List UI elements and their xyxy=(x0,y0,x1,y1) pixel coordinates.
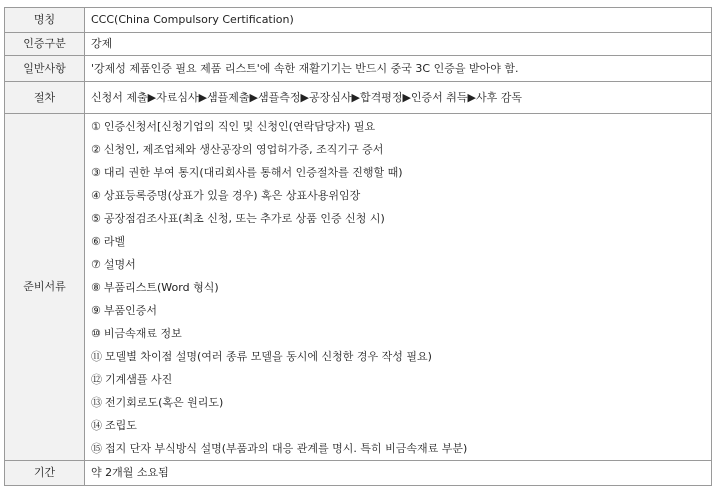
document-item-text: 라벨 xyxy=(103,234,126,248)
document-item-number: ⑪ xyxy=(91,349,102,363)
document-item xyxy=(91,345,707,368)
row-documents xyxy=(5,114,712,461)
document-item-number: ⑥ xyxy=(91,234,101,248)
document-item-number: ④ xyxy=(91,188,101,202)
document-item-number: ⑤ xyxy=(91,211,101,225)
document-item xyxy=(91,437,707,460)
document-item-number: ⑩ xyxy=(91,326,101,340)
document-item xyxy=(91,253,707,276)
document-item-number: ③ xyxy=(91,165,101,179)
document-item-number: ⑭ xyxy=(91,418,102,432)
label-certification-type: 인증구분 xyxy=(5,33,85,56)
value-certification-type: 강제 xyxy=(85,33,712,56)
value-name: CCC(China Compulsory Certification) xyxy=(85,8,712,33)
document-item-number: ② xyxy=(91,142,101,156)
row-name xyxy=(5,8,712,33)
document-item xyxy=(91,276,707,299)
document-item-text: 공장점검조사표(최초 신청, 또는 추가로 상품 인증 신청 시) xyxy=(103,211,385,225)
document-item xyxy=(91,391,707,414)
document-item-text: 부품리스트(Word 형식) xyxy=(103,280,219,294)
document-item-text: 설명서 xyxy=(103,257,136,271)
document-item xyxy=(91,230,707,253)
row-certification-type xyxy=(5,33,712,56)
certification-info-table xyxy=(4,7,712,486)
label-name: 명칭 xyxy=(5,8,85,33)
label-procedure: 절차 xyxy=(5,82,85,114)
value-procedure: 신청서 제출▶자료심사▶샘플제출▶샘플측정▶공장심사▶합격평정▶인증서 취득▶사후 감독 xyxy=(85,82,712,114)
document-item xyxy=(91,138,707,161)
row-period xyxy=(5,461,712,486)
value-documents xyxy=(85,114,712,461)
document-item xyxy=(91,414,707,437)
label-period: 기간 xyxy=(5,461,85,486)
row-procedure xyxy=(5,82,712,114)
document-item xyxy=(91,184,707,207)
document-item-text: 접지 단자 부식방식 설명(부품과의 대응 관계를 명시. 특히 비금속재료 부분) xyxy=(105,441,468,455)
document-item-number: ⑧ xyxy=(91,280,101,294)
document-item-number: ⑦ xyxy=(91,257,101,271)
label-general: 일반사항 xyxy=(5,56,85,82)
document-item-text: 상표등록증명(상표가 있을 경우) 혹은 상표사용위임장 xyxy=(103,188,361,202)
document-item-number: ⑮ xyxy=(91,441,102,455)
document-item xyxy=(91,207,707,230)
document-item-text: 기계샘플 사진 xyxy=(105,372,173,386)
document-item xyxy=(91,115,707,138)
document-item xyxy=(91,368,707,391)
document-item-number: ⑬ xyxy=(91,395,102,409)
document-item xyxy=(91,322,707,345)
document-item-number: ① xyxy=(91,119,101,133)
document-item-text: 모델별 차이점 설명(여러 종류 모델을 동시에 신청한 경우 작성 필요) xyxy=(105,349,432,363)
value-period: 약 2개월 소요됨 xyxy=(85,461,712,486)
document-item-text: 신청인, 제조업체와 생산공장의 영업허가증, 조직기구 증서 xyxy=(103,142,384,156)
document-item-text: 전기회로도(혹은 원리도) xyxy=(105,395,224,409)
document-item xyxy=(91,299,707,322)
document-item-text: 대리 권한 부여 통지(대리회사를 통해서 인증절차를 진행할 때) xyxy=(103,165,403,179)
document-item-text: 비금속재료 정보 xyxy=(103,326,182,340)
document-item-text: 부품인증서 xyxy=(103,303,158,317)
document-item-number: ⑨ xyxy=(91,303,101,317)
row-general xyxy=(5,56,712,82)
document-item-text: 조립도 xyxy=(105,418,137,432)
document-list xyxy=(91,115,707,460)
value-general: '강제성 제품인증 필요 제품 리스트'에 속한 재활기기는 반드시 중국 3C 인증을 받아야 함. xyxy=(85,56,712,82)
label-documents: 준비서류 xyxy=(5,114,85,461)
document-item xyxy=(91,161,707,184)
document-item-number: ⑫ xyxy=(91,372,102,386)
document-item-text: 인증신청서[신청기업의 직인 및 신청인(연락담당자) 필요 xyxy=(103,119,376,133)
